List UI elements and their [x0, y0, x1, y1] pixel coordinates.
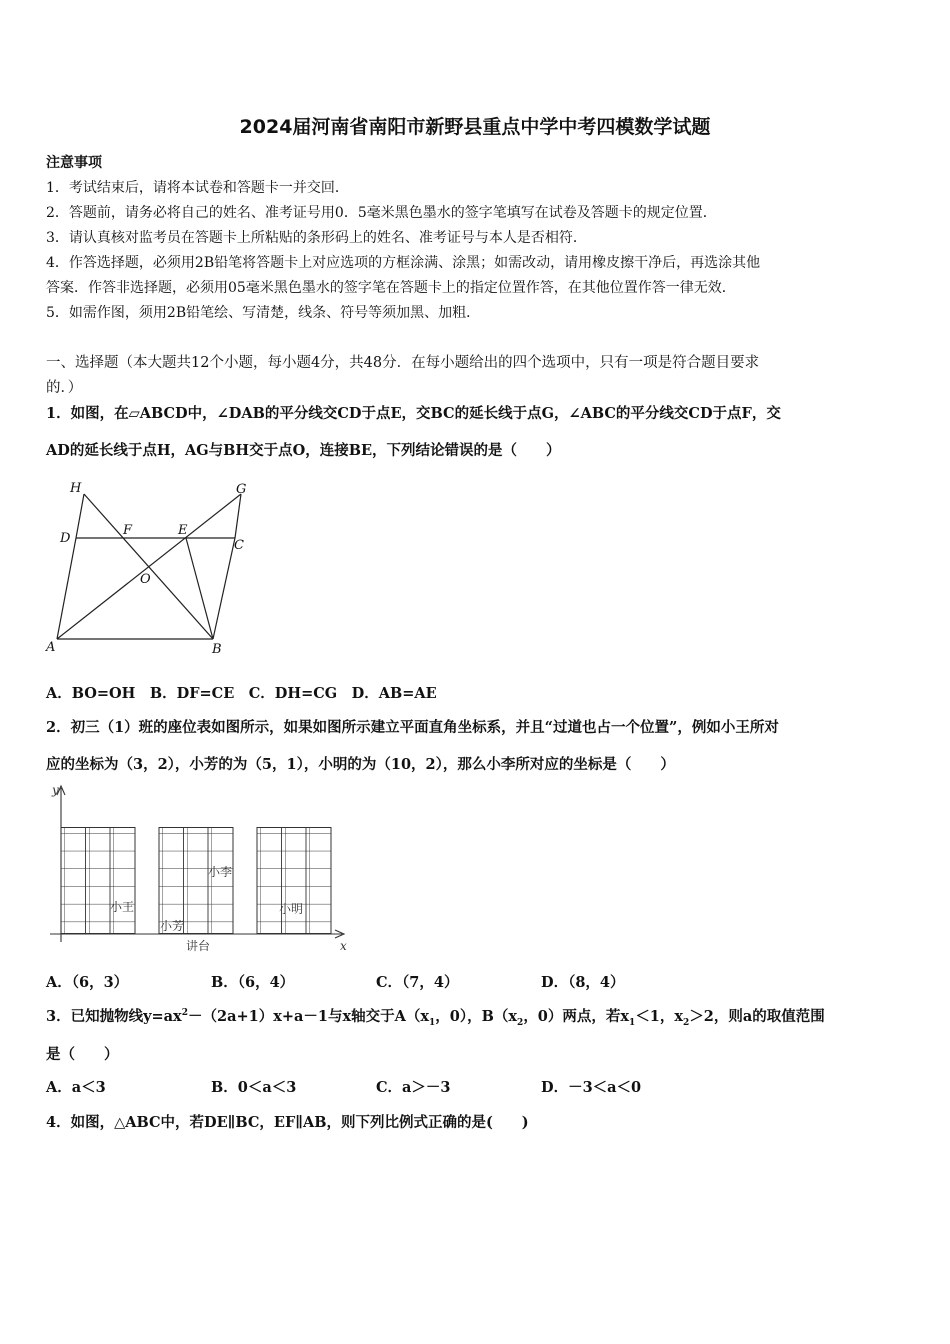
- question-2-option-c: C．（7，4）: [376, 974, 459, 991]
- podium-label: 讲台: [186, 939, 211, 953]
- notice-heading: 注意事项: [46, 155, 102, 171]
- label-o: O: [140, 572, 151, 587]
- notice-item: 2．答题前，请务必将自己的姓名、准考证号用0．5毫米黑色墨水的签字笔填写在试卷及答题卡的规定位置．: [46, 205, 717, 221]
- seat-label-xiaofang: 小芳: [160, 919, 185, 933]
- label-e: E: [178, 523, 188, 538]
- question-2-option-a: A．（6，3）: [46, 974, 129, 991]
- question-3-stem: 3．已知抛物线$y=ax^2-(2a+1)x+a-1$与x轴交于$A(x_1$，0），$B(x_2$，0）两点，若$x_1<1$，$x_2>2$，则a的取值范围: [46, 1008, 825, 1028]
- seat-block-middle: [159, 828, 233, 934]
- label-a: A: [46, 640, 56, 655]
- seat-block-right: [257, 828, 331, 934]
- q1-parallelogram-figure: [40, 476, 270, 661]
- y-axis-label: y: [52, 783, 59, 797]
- seat-label-xiaoming: 小明: [279, 902, 304, 916]
- segment-bc: [213, 538, 235, 639]
- segment-dh: [76, 494, 84, 538]
- question-3-stem-cont: 是（ ）: [46, 1046, 119, 1063]
- page-title: 2024届河南省南阳市新野县重点中学中考四模数学试题: [239, 116, 711, 138]
- question-1-stem: 1．如图，在▱ABCD中，∠DAB的平分线交CD于点E，交BC的延长线于点G，∠ABC的平分线交CD于点F，交: [46, 405, 781, 422]
- q2-seating-chart-figure: [40, 780, 360, 958]
- question-3-option-d: D．－3＜a＜0: [541, 1079, 642, 1096]
- question-3-option-b: B．0＜a＜3: [211, 1079, 297, 1096]
- section-heading: 一、选择题（本大题共12个小题，每小题4分，共48分．在每小题给出的四个选项中，只有一项是符合题目要求: [46, 355, 760, 371]
- notice-item: 答案．作答非选择题，必须用05毫米黑色墨水的签字笔在答题卡上的指定位置作答，在其他位置作答一律无效．: [46, 280, 736, 296]
- question-2-option-d: D．（8，4）: [541, 974, 625, 991]
- notice-item: 1．考试结束后，请将本试卷和答题卡一并交回．: [46, 180, 349, 196]
- segment-ad: [57, 538, 76, 639]
- x-axis-label: x: [340, 939, 347, 953]
- question-2-stem-cont: 应的坐标为（3，2），小芳的为（5，1），小明的为（10，2），那么小李所对应的坐标是（ ）: [46, 756, 675, 773]
- question-2-option-b: B．（6，4）: [211, 974, 295, 991]
- notice-item: 5．如需作图，须用2B铅笔绘、写清楚，线条、符号等须加黑、加粗．: [46, 305, 481, 321]
- label-h: H: [70, 481, 82, 496]
- section-heading-cont: 的．）: [46, 380, 83, 396]
- question-1-stem-cont: AD的延长线于点H，AG与BH交于点O，连接BE，下列结论错误的是（ ）: [46, 442, 561, 459]
- label-b: B: [212, 642, 222, 657]
- label-c: C: [234, 538, 244, 553]
- label-f: F: [123, 523, 133, 538]
- question-4-stem: 4．如图，△ABC中，若DE∥BC，EF∥AB，则下列比例式正确的是( ): [46, 1114, 529, 1131]
- question-3-option-c: C．a＞－3: [376, 1079, 451, 1096]
- question-2-stem: 2．初三（1）班的座位表如图所示，如果如图所示建立平面直角坐标系，并且“过道也占一个位置”，例如小王所对: [46, 719, 779, 736]
- question-3-option-a: A．a＜3: [46, 1079, 106, 1096]
- label-d: D: [60, 531, 71, 546]
- notice-item: 4．作答选择题，必须用2B铅笔将答题卡上对应选项的方框涂满、涂黑；如需改动，请用橡皮擦干净后，再选涂其他: [46, 255, 761, 271]
- notice-item: 3．请认真核对监考员在答题卡上所粘贴的条形码上的姓名、准考证号与本人是否相符．: [46, 230, 587, 246]
- seat-label-xiaowang: 小王: [110, 900, 135, 914]
- segment-cg: [235, 494, 241, 538]
- label-g: G: [236, 482, 247, 497]
- question-1-options: A．BO=OH B．DF=CE C．DH=CG D．AB=AE: [46, 685, 437, 702]
- seat-block-left: [61, 828, 135, 934]
- seat-label-xiaoli: 小李: [208, 865, 233, 879]
